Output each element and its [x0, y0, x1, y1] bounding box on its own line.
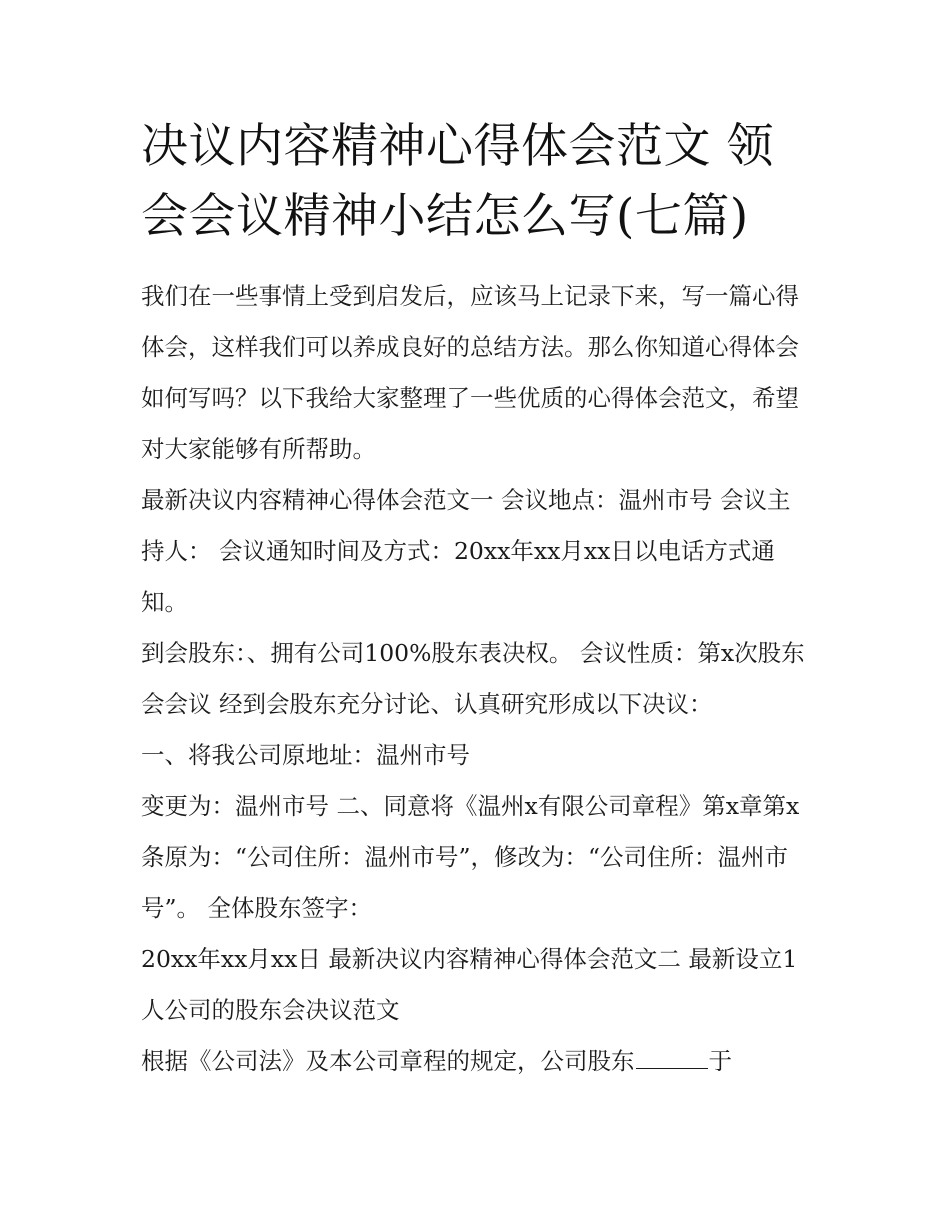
document-title: 决议内容精神心得体会范文 领会会议精神小结怎么写(七篇) — [141, 119, 774, 244]
meeting-info-paragraph: 最新决议内容精神心得体会范文一 会议地点：温州市号 会议主持人： 会议通知时间及方式：20xx年xx月xx日以电话方式通知。 — [141, 486, 791, 616]
shareholders-paragraph: 到会股东：、拥有公司100%股东表决权。 会议性质：第x次股东会会议 经到会股东充分讨论、认真研究形成以下决议： — [141, 639, 805, 718]
fill-in-blank — [636, 1050, 708, 1069]
intro-paragraph: 我们在一些事情上受到启发后，应该马上记录下来，写一篇心得体会，这样我们可以养成良好的总结方法。那么你知道心得体会如何写吗？以下我给大家整理了一些优质的心得体会范文，希望对大家能够有所帮助。 — [141, 282, 799, 463]
date-paragraph: 20xx年xx月xx日 最新决议内容精神心得体会范文二 最新设立1人公司的股东会决议范文 — [141, 945, 798, 1024]
company-law-paragraph — [141, 1036, 813, 1087]
document-body — [141, 112, 816, 1087]
company-law-text-end: 于 — [708, 1047, 732, 1075]
company-law-text: 根据《公司法》及本公司章程的规定，公司股东 — [141, 1047, 635, 1075]
resolution-one-paragraph: 一、将我公司原地址：温州市号 — [141, 741, 470, 769]
address-change-paragraph: 变更为：温州市号 二、同意将《温州x有限公司章程》第x章第x条原为：“公司住所：温州市号”，修改为：“公司住所：温州市号”。 全体股东签字： — [141, 792, 800, 922]
